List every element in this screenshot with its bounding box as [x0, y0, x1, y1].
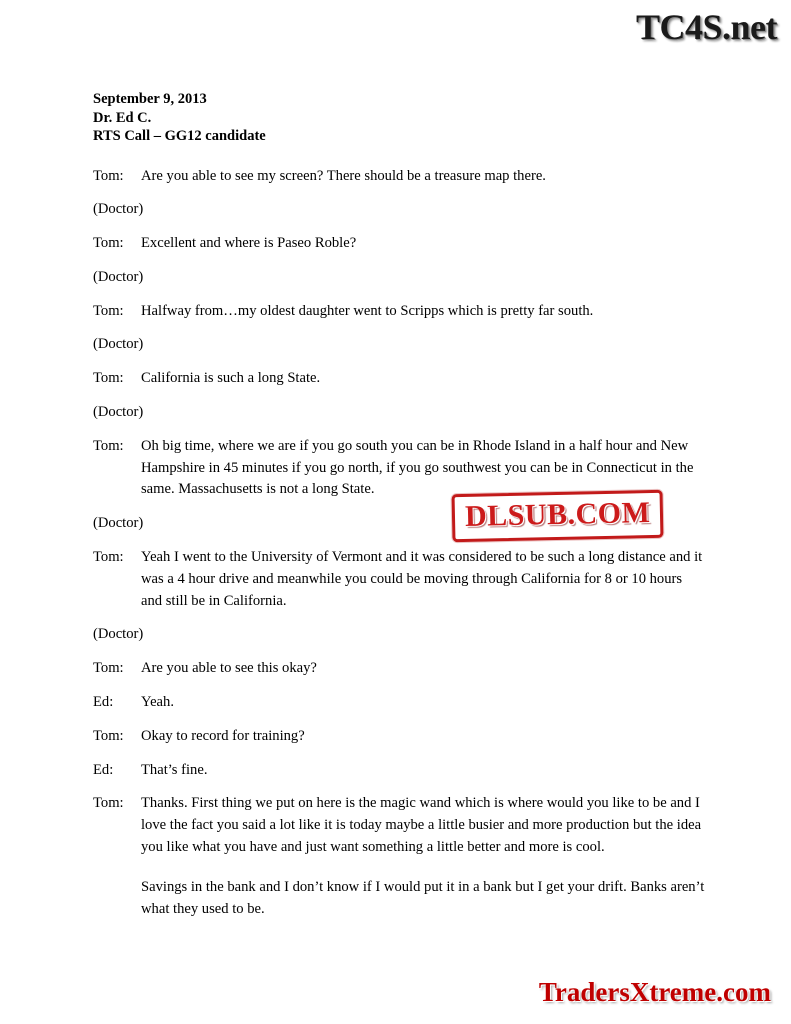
speaker-label: Tom: [93, 795, 124, 812]
speech-paragraph: Yeah I went to the University of Vermont and it was considered to be such a long distance and it was a 4 hour drive and meanwhile you could be moving through California for 8 or 10 hours and still be in California. [141, 549, 703, 609]
speaker-label: Tom: [93, 437, 124, 454]
transcript [93, 166, 705, 921]
speech-paragraph: Are you able to see my screen? There should be a treasure map there. [141, 167, 546, 184]
speaker-label: Tom: [93, 167, 124, 184]
speech-text [141, 166, 705, 188]
speaker-label: Tom: [93, 549, 124, 566]
speech-text [141, 658, 705, 680]
transcript-line [93, 658, 705, 680]
transcript-line [93, 166, 705, 188]
header-recipient: Dr. Ed C. [93, 109, 152, 126]
transcript-line [93, 368, 705, 390]
center-stamp-watermark [452, 490, 664, 542]
speech-paragraph: Excellent and where is Paseo Roble? [141, 235, 357, 252]
transcript-line [93, 547, 705, 612]
speech-paragraph: Okay to record for training? [141, 727, 305, 744]
speaker-label: Tom: [93, 235, 124, 252]
transcript-line [93, 692, 705, 714]
transcript-note: (Doctor) [93, 336, 144, 353]
speaker-label: Tom: [93, 660, 124, 677]
speech-paragraph: Savings in the bank and I don’t know if I would put it in a bank but I get your drift. Banks aren’t what they used to be. [141, 878, 705, 917]
transcript-line [93, 301, 705, 323]
speech-paragraph: Are you able to see this okay? [141, 660, 317, 677]
speech-text [141, 692, 705, 714]
speech-paragraph: Thanks. First thing we put on here is the magic wand which is where would you like to be and I love the fact you said a lot like it is today maybe a little busier and more production but the idea you like what you have and just want something a little better and more is cool. [141, 795, 702, 856]
transcript-note: (Doctor) [93, 626, 144, 643]
document-header [93, 90, 705, 146]
speech-text [141, 233, 705, 255]
header-subject: RTS Call – GG12 candidate [93, 128, 266, 144]
speech-paragraph: Halfway from…my oldest daughter went to Scripps which is pretty far south. [141, 302, 594, 319]
speech-text [141, 301, 705, 323]
center-stamp-text: DLSUB.COM [464, 496, 651, 533]
transcript-line [93, 760, 705, 782]
speaker-label: Ed: [93, 694, 114, 711]
top-right-watermark: TC4S.net [635, 7, 777, 47]
speech-paragraph: Oh big time, where we are if you go south you can be in Rhode Island in a half hour and New Hampshire in 45 minutes if you go north, if you go southwest you can be in Connecticut in the same. Massachusetts is not a long State. [141, 437, 694, 498]
header-date: September 9, 2013 [93, 91, 207, 107]
transcript-line [93, 726, 705, 748]
speech-text [141, 547, 705, 612]
speech-paragraph: Yeah. [141, 694, 174, 711]
speaker-label: Tom: [93, 370, 124, 387]
speaker-label: Tom: [93, 302, 124, 319]
speech-text [141, 368, 705, 390]
transcript-note: (Doctor) [93, 201, 144, 218]
speaker-label: Ed: [93, 761, 114, 778]
speaker-label: Tom: [93, 727, 124, 744]
transcript-note: (Doctor) [93, 515, 144, 532]
speech-text [141, 726, 705, 748]
speech-text [141, 760, 705, 782]
transcript-line [93, 233, 705, 255]
transcript-note: (Doctor) [93, 268, 144, 285]
speech-text [141, 793, 705, 920]
transcript-line [93, 793, 705, 920]
transcript-note: (Doctor) [93, 404, 144, 421]
bottom-right-watermark: TradersXtreme.com [538, 977, 771, 1007]
speech-paragraph: That’s fine. [141, 761, 208, 778]
speech-paragraph: California is such a long State. [141, 370, 321, 387]
